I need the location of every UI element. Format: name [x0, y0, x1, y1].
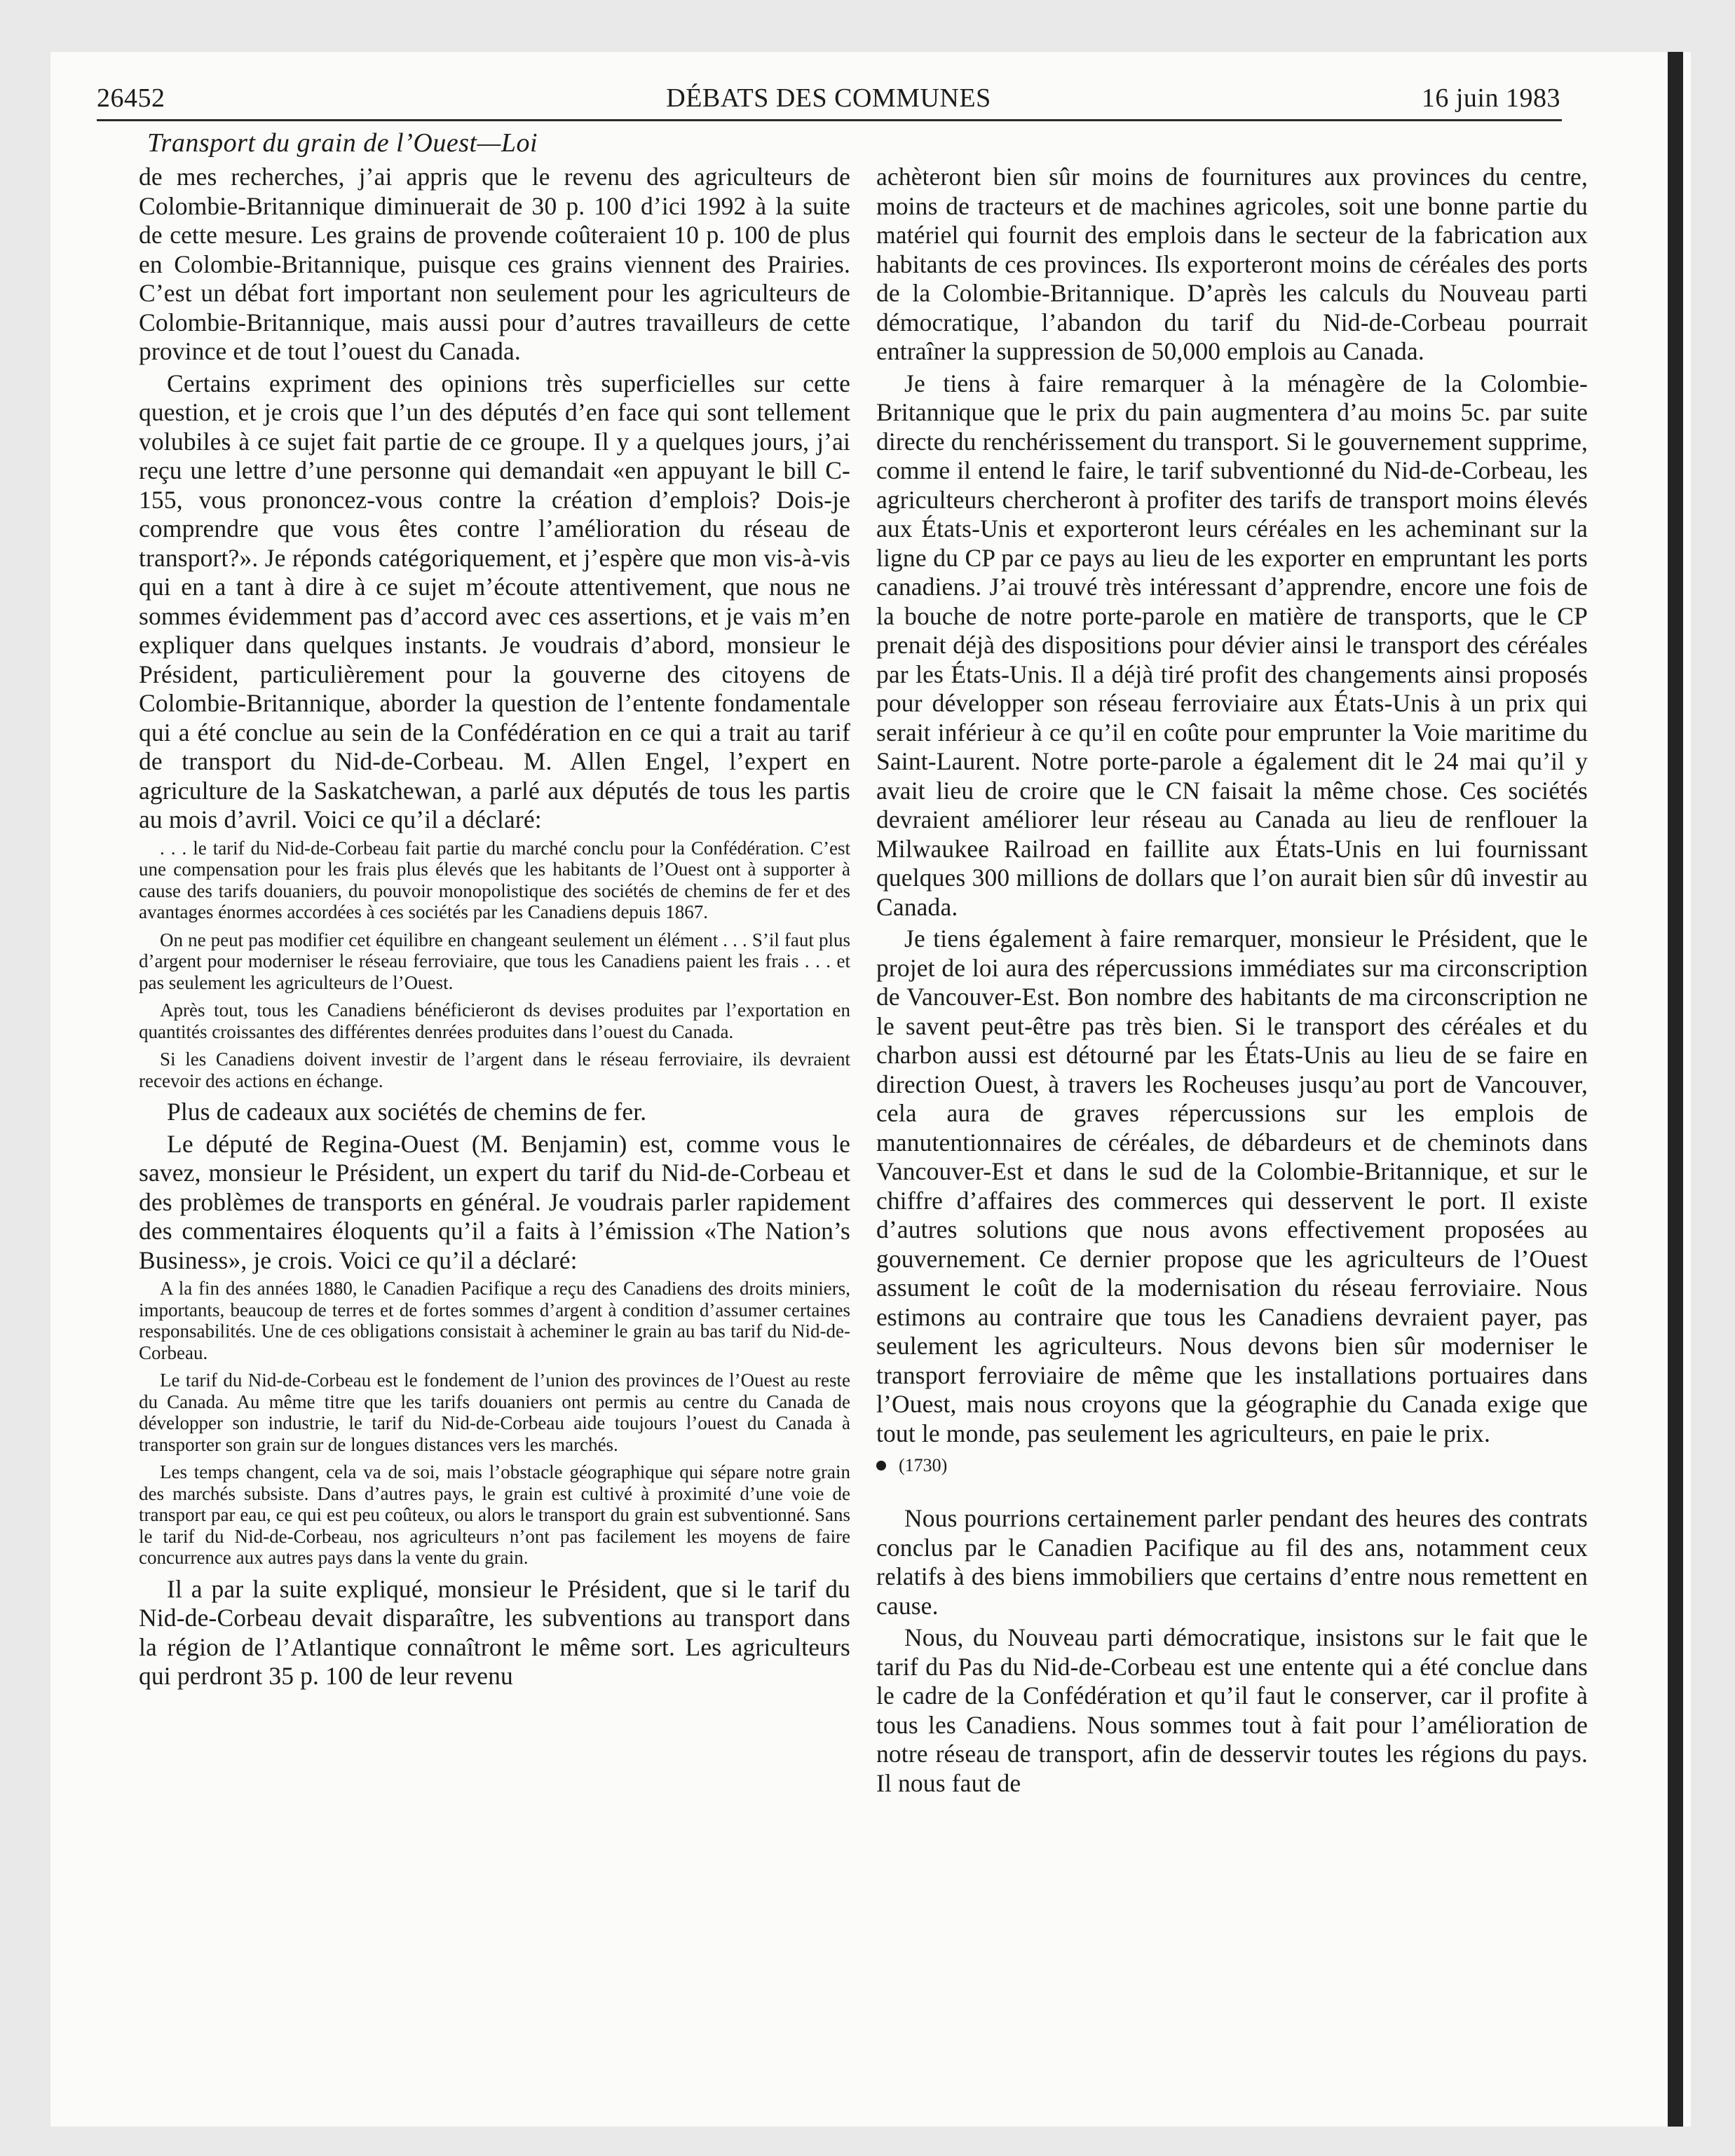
paragraph: Plus de cadeaux aux sociétés de chemins de fer. [167, 1098, 647, 1126]
header-rule [97, 119, 1562, 121]
paragraph: Nous, du Nouveau parti démocratique, insistons sur le fait que le tarif du Pas du Nid-de-Corbeau est une entente qui a été conclue dans le cadre de la Confédération et qu’il faut le conserver, car il profite à tous les Canadiens. Nous sommes tout à fait pour l’amélioration de notre réseau de transport, afin de desservir toutes les régions du pays. Il nous faut de [876, 1623, 1588, 1797]
paragraph: Il a par la suite expliqué, monsieur le Président, que si le tarif du Nid-de-Corbeau devait disparaître, les subventions au transport dans la région de l’Atlantique connaîtront le même sort. Les agriculteurs qui perdront 35 p. 100 de leur revenu [139, 1574, 850, 1690]
paragraph: Certains expriment des opinions très superficielles sur cette question, et je crois que l’un des députés d’en face qui sont tellement volubiles à ce sujet fait partie de ce groupe. Il y a quelques jours, j’ai reçu une lettre d’une personne qui demandait «en appuyant le bill C-155, vous prononcez-vous contre la création d’emplois? Dois-je comprendre que vous êtes contre l’amélioration du réseau de transport?». Je réponds catégoriquement, et j’espère que mon vis-à-vis qui en a tant à dire à ce sujet m’écoute attentivement, que nous ne sommes évidemment pas d’accord avec ces assertions, et je vais m’en expliquer dans quelques instants. Je voudrais d’abord, monsieur le Président, particulièrement pour la gouverne des citoyens de Colombie-Britannique, aborder la question de l’entente fondamentale qui a été conclue au sein de la Confédération en ce qui a trait au tarif de transport du Nid-de-Corbeau. M. Allen Engel, l’expert en agriculture de la Saskatchewan, a parlé aux députés de tous les partis au mois d’avril. Voici ce qu’il a déclaré: [139, 369, 850, 833]
issue-date: 16 juin 1983 [1421, 83, 1560, 113]
block-quote: Les temps changent, cela va de soi, mais l’obstacle géographique qui sépare notre grain des marchés subsiste. Dans d’autres pays, le grain est cultivé à proximité d’une voie de transport par eau, ce qui est peu coûteux, ou alors le transport du grain est subventionné. Sans le tarif du Nid-de-Corbeau, nos agriculteurs n’ont pas facilement les moyens de faire concurrence aux autres pays dans la vente du grain. [139, 1461, 850, 1568]
block-quote: Le tarif du Nid-de-Corbeau est le fondement de l’union des provinces de l’Ouest au reste du Canada. Au même titre que les tarifs douaniers ont permis au centre du Canada de développer son industrie, le tarif du Nid-de-Corbeau aide toujours l’ouest du Canada à transporter son grain sur de longues distances vers les marchés. [139, 1370, 850, 1455]
block-quote: A la fin des années 1880, le Canadien Pacifique a reçu des Canadiens des droits miniers, importants, beaucoup de terres et de fortes sommes d’argent à condition d’assumer certaines responsabilités. Une de ces obligations consistait à acheminer le grain au bas tarif du Nid-de-Corbeau. [139, 1278, 850, 1363]
time-marker-label: (1730) [899, 1455, 948, 1475]
running-head: Transport du grain de l’Ouest—Loi [147, 128, 538, 158]
block-quote: On ne peut pas modifier cet équilibre en changeant seulement un élément . . . S’il faut plus d’argent pour moderniser le réseau ferroviaire, que tous les Canadiens paient les frais . . . et pas seulement les agriculteurs de l’Ouest. [139, 929, 850, 993]
left-column [139, 163, 850, 2111]
page-number: 26452 [97, 83, 165, 113]
bullet-icon [876, 1461, 886, 1471]
paragraph: Le député de Regina-Ouest (M. Benjamin) est, comme vous le savez, monsieur le Président, un expert du tarif du Nid-de-Corbeau et des problèmes de transports en général. Je voudrais parler rapidement des commentaires éloquents qu’il a faits à l’émission «The Nation’s Business», je crois. Voici ce qu’il a déclaré: [139, 1129, 850, 1274]
block-quote: . . . le tarif du Nid-de-Corbeau fait partie du marché conclu pour la Confédération. C’est une compensation pour les frais plus élevés que les habitants de l’Ouest ont à supporter à cause des tarifs douaniers, du pouvoir monopolistique des sociétés de chemins de fer et des avantages énormes accordées à ces sociétés par les Canadiens depuis 1867. [139, 837, 850, 922]
paragraph: Nous pourrions certainement parler pendant des heures des contrats conclus par le Canadien Pacifique au fil des ans, notamment ceux relatifs à des biens immobiliers que certains d’entre nous remettent en cause. [876, 1504, 1588, 1620]
paragraph: Je tiens également à faire remarquer, monsieur le Président, que le projet de loi aura des répercussions immédiates sur ma circonscription de Vancouver-Est. Bon nombre des habitants de ma circonscription ne le savent peut-être pas très bien. Si le transport des céréales et du charbon aussi est détourné par les États-Unis au lieu de se faire en direction Ouest, à travers les Rocheuses jusqu’au port de Vancouver, cela aura de graves répercussions sur les emplois de manutentionnaires de céréales, de débardeurs et de cheminots dans Vancouver-Est et dans le sud de la Colombie-Britannique, et sur le chiffre d’affaires des commerces qui desservent le port. Il existe d’autres solutions que nous avons effectivement proposées au gouvernement. Ce dernier propose que les agriculteurs de l’Ouest assument le coût de la modernisation du réseau ferroviaire. Nous estimons au contraire que tous les Canadiens devraient payer, pas seulement les agriculteurs. Nous devons bien sûr moderniser le transport ferroviaire de même que les installations portuaires dans l’Ouest, mais nous croyons que la géographie du Canada exige que tout le monde, pas seulement les agriculteurs, en paie le prix. [876, 925, 1588, 1447]
page-header [97, 83, 1560, 118]
publication-title: DÉBATS DES COMMUNES [666, 83, 991, 113]
time-marker [876, 1455, 1588, 1476]
block-quote: Si les Canadiens doivent investir de l’argent dans le réseau ferroviaire, ils devraient recevoir des actions en échange. [139, 1049, 850, 1091]
scan-binding-edge [1668, 52, 1683, 2127]
paragraph: achèteront bien sûr moins de fournitures aux provinces du centre, moins de tracteurs et de machines agricoles, soit une bonne partie du matériel qui fournit des emplois dans le secteur de la fabrication aux habitants de ces provinces. Ils exporteront moins de céréales des ports de la Colombie-Britannique. D’après les calculs du Nouveau parti démocratique, l’abandon du tarif du Nid-de-Corbeau pourrait entraîner la suppression de 50,000 emplois au Canada. [876, 163, 1588, 365]
paragraph: Je tiens à faire remarquer à la ménagère de la Colombie-Britannique que le prix du pain augmentera d’au moins 5c. par suite directe du renchérissement du transport. Si le gouvernement supprime, comme il entend le faire, le tarif subventionné du Nid-de-Corbeau, les agriculteurs chercheront à profiter des tarifs de transport moins élevés aux États-Unis et exporteront leurs céréales en les acheminant sur la ligne du CP par ce pays au lieu de les exporter en empruntant les ports canadiens. J’ai trouvé très intéressant d’apprendre, encore une fois de la bouche de notre porte-parole en matière de transports, que le CP prenait déjà des dispositions pour dévier ainsi le transport des céréales par les États-Unis. Il a déjà tiré profit des changements ainsi proposés pour développer son réseau ferroviaire aux États-Unis à un prix qui serait inférieur à ce qu’il en coûte pour emprunter la Voie maritime du Saint-Laurent. Notre porte-parole a également dit le 24 mai qu’il y avait lieu de croire que le CN faisait la même chose. Ces sociétés devraient améliorer leur réseau au Canada au lieu de renflouer la Milwaukee Railroad en faillite aux États-Unis en lui fournissant quelques 300 millions de dollars que l’on aurait bien sûr dû investir au Canada. [876, 369, 1588, 921]
right-column [876, 163, 1588, 2111]
block-quote: Après tout, tous les Canadiens bénéficieront ds devises produites par l’exportation en quantités croissantes des différentes denrées produites dans l’ouest du Canada. [139, 999, 850, 1042]
paragraph: de mes recherches, j’ai appris que le revenu des agriculteurs de Colombie-Britannique diminuerait de 30 p. 100 d’ici 1992 à la suite de cette mesure. Les grains de provende coûteraient 10 p. 100 de plus en Colombie-Britannique, puisque ces grains viennent des Prairies. C’est un débat fort important non seulement pour les agriculteurs de Colombie-Britannique, mais aussi pour d’autres travailleurs de cette province et de tout l’ouest du Canada. [139, 163, 850, 365]
